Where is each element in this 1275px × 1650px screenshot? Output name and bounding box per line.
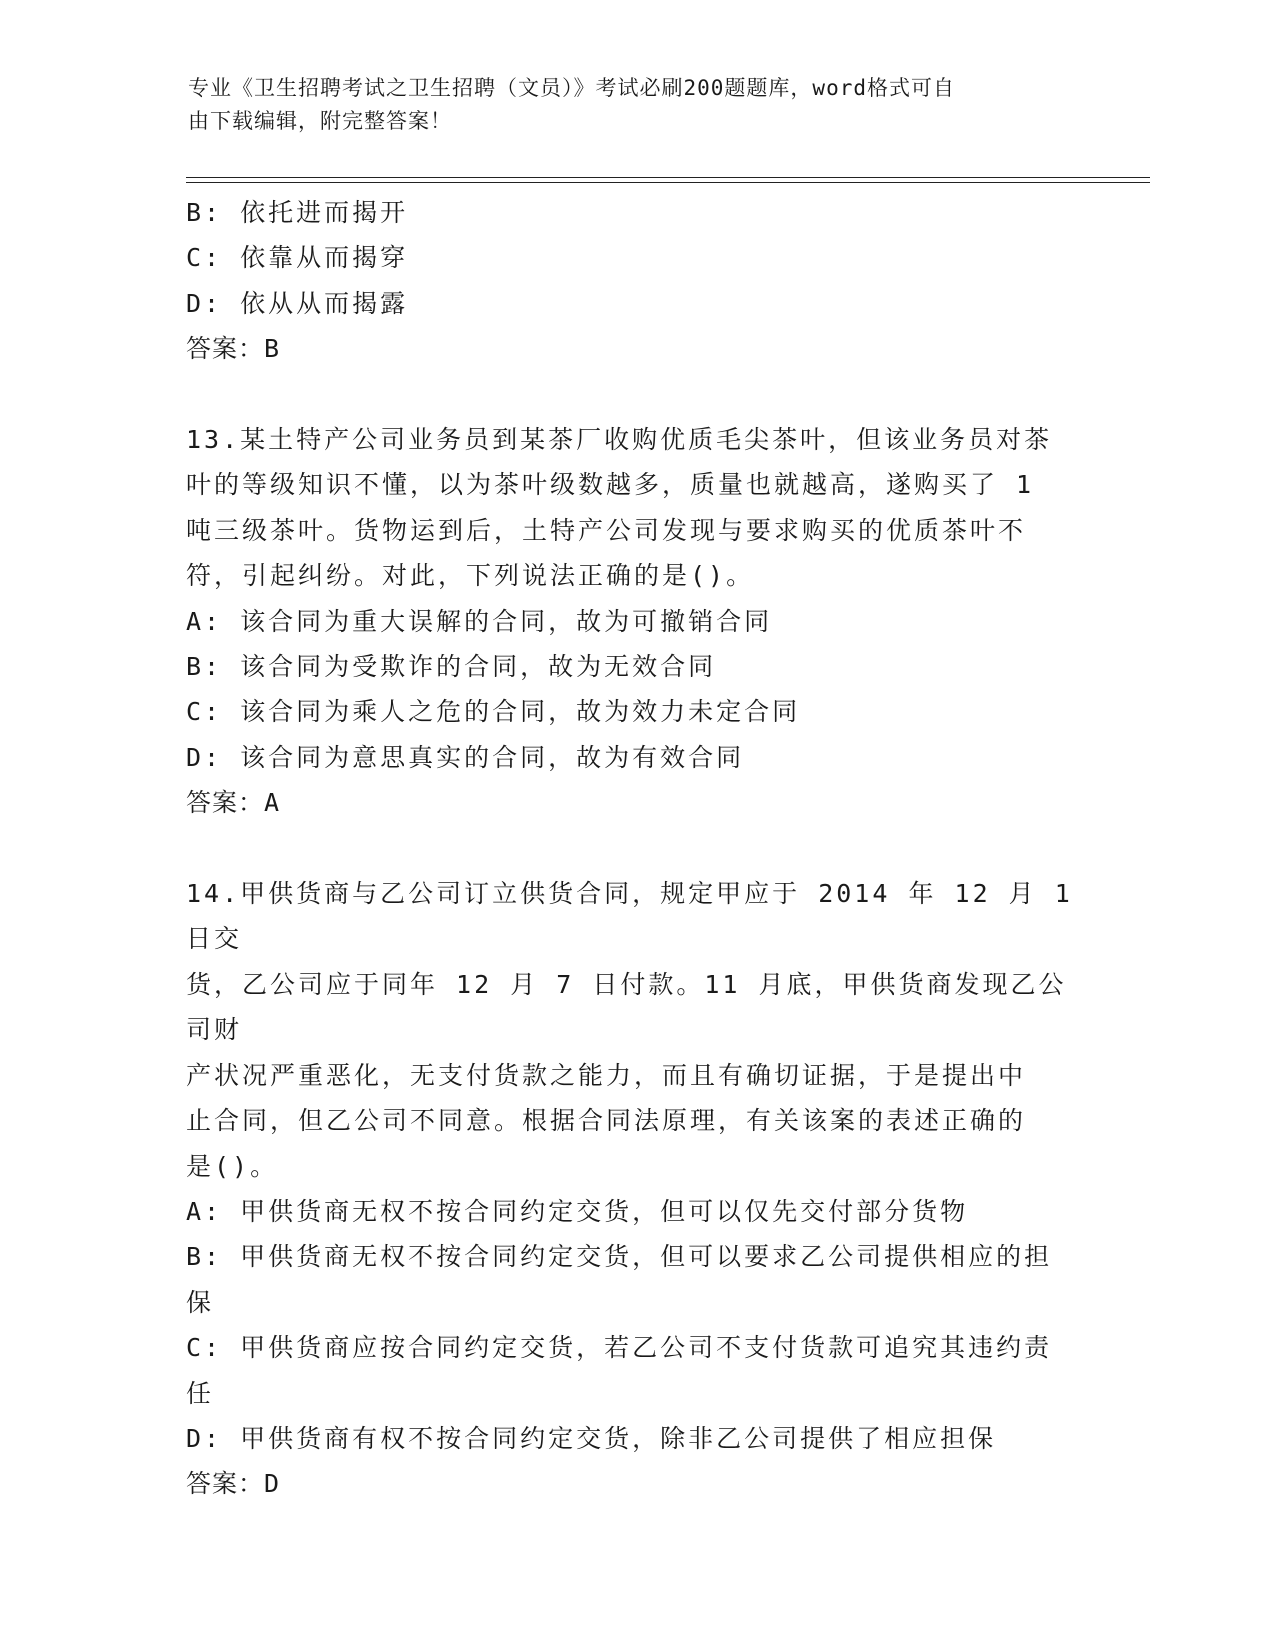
option-b: B: 该合同为受欺诈的合同，故为无效合同 — [186, 652, 717, 682]
option-b: B: 依托进而揭开 — [186, 198, 409, 227]
question-stem-line: 货，乙公司应于同年 12 月 7 日付款。11 月底，甲供货商发现乙公司财 — [186, 969, 1067, 1045]
question-stem-line: 叶的等级知识不懂，以为茶叶级数越多，质量也就越高，遂购买了 1 — [186, 470, 1035, 500]
page-header — [188, 72, 1068, 138]
question-13 — [186, 417, 1086, 826]
option-b: B: 甲供货商无权不按合同约定交货，但可以要求乙公司提供相应的担 — [186, 1242, 1053, 1272]
question-14 — [186, 871, 1091, 1507]
answer: 答案：B — [186, 334, 281, 364]
question-stem-line: 产状况严重恶化，无支付货款之能力，而且有确切证据，于是提出中 — [186, 1060, 1027, 1090]
spacer — [186, 826, 1086, 871]
option-a: A: 甲供货商无权不按合同约定交货，但可以仅先交付部分货物 — [186, 1196, 969, 1226]
document-body — [186, 190, 1091, 1507]
question-stem-line: 符，引起纠纷。对此，下列说法正确的是()。 — [186, 561, 755, 591]
option-c: C: 依靠从而揭穿 — [186, 243, 409, 273]
spacer — [186, 372, 1086, 417]
header-title-line-1: 专业《卫生招聘考试之卫生招聘（文员）》考试必刷200题题库，word格式可自 — [188, 76, 955, 100]
option-d: D: 依从从而揭露 — [186, 288, 409, 318]
answer: 答案：D — [186, 1469, 281, 1499]
answer: 答案：A — [186, 788, 281, 818]
option-d: D: 甲供货商有权不按合同约定交货，除非乙公司提供了相应担保 — [186, 1423, 997, 1453]
option-d: D: 该合同为意思真实的合同，故为有效合同 — [186, 742, 745, 772]
header-title-line-2: 由下载编辑，附完整答案！ — [188, 109, 452, 133]
question-stem-line: 止合同，但乙公司不同意。根据合同法原理，有关该案的表述正确的 — [186, 1106, 1027, 1136]
option-c: C: 甲供货商应按合同约定交货，若乙公司不支付货款可追究其违约责 — [186, 1333, 1053, 1363]
question-stem-line: 吨三级茶叶。货物运到后，土特产公司发现与要求购买的优质茶叶不 — [186, 515, 1027, 545]
question-stem-line: 13.某土特产公司业务员到某茶厂收购优质毛尖茶叶，但该业务员对茶 — [186, 425, 1053, 455]
question-stem-line: 是()。 — [186, 1151, 279, 1181]
option-a: A: 该合同为重大误解的合同，故为可撤销合同 — [186, 606, 773, 636]
header-divider — [186, 177, 1150, 183]
option-c: C: 该合同为乘人之危的合同，故为效力未定合同 — [186, 697, 801, 727]
option-c-continued: 任 — [186, 1378, 215, 1408]
question-stem-line: 14.甲供货商与乙公司订立供货合同，规定甲应于 2014 年 12 月 1 日交 — [186, 879, 1091, 954]
option-b-continued: 保 — [186, 1287, 215, 1317]
prev-question — [186, 190, 1086, 372]
